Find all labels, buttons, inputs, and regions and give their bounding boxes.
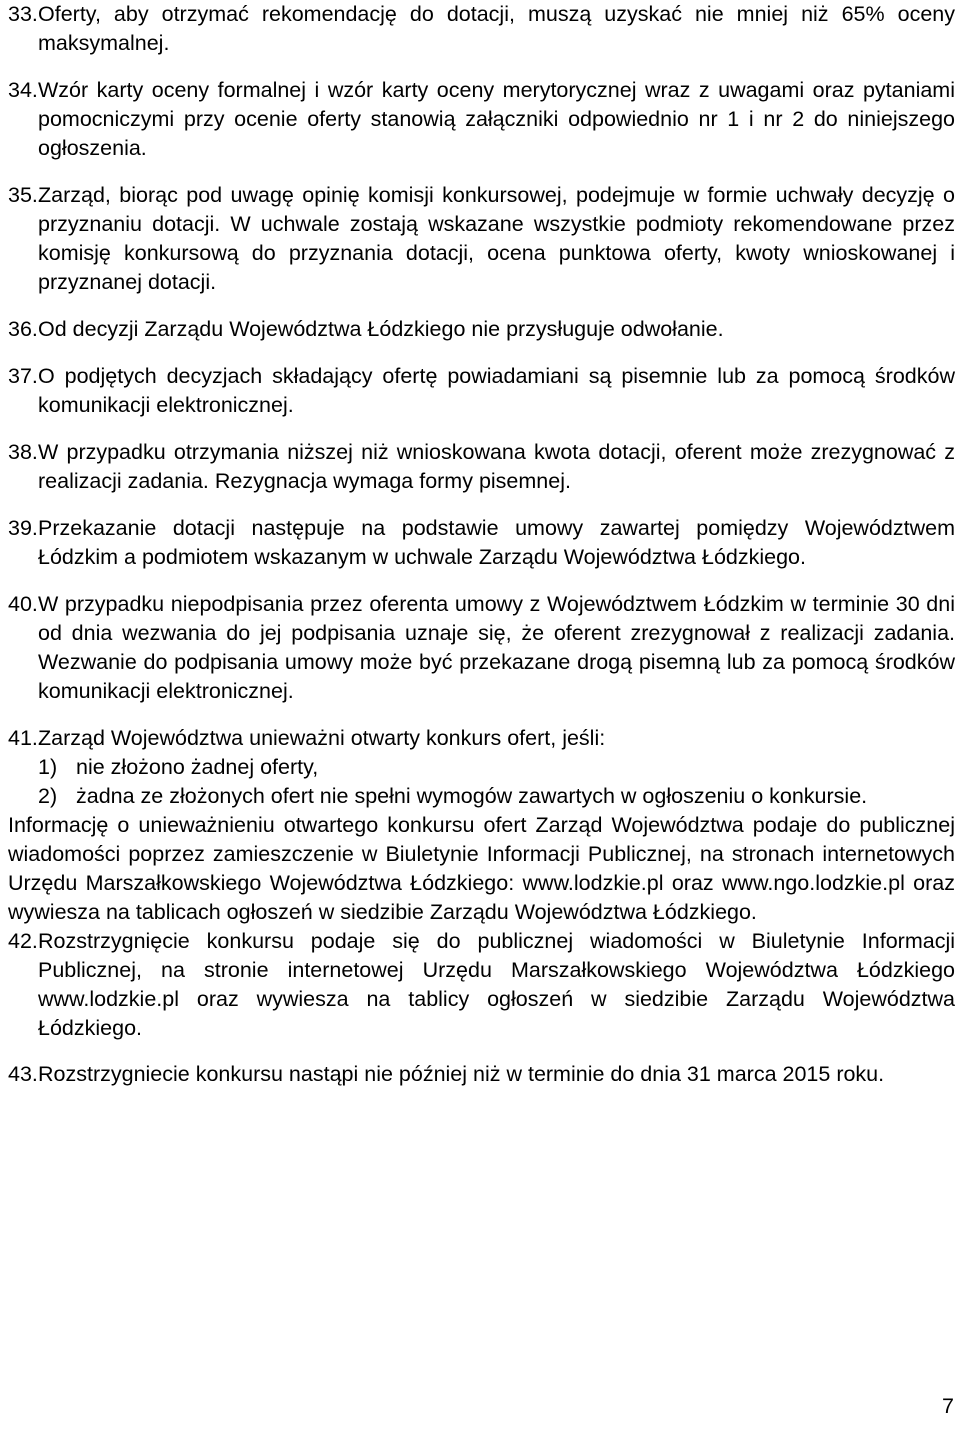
sub-list-item	[38, 753, 955, 782]
item-number: 35.	[8, 183, 38, 207]
list-item-34	[8, 76, 955, 163]
info-paragraph: Informację o unieważnieniu otwartego konkursu ofert Zarząd Województwa podaje do publicznej wiadomości poprzez zamieszczenie w Biuletynie Informacji Publicznej, na stronach internetowych Urzędu Marszałkowskiego Województwa Łódzkiego: www.lodzkie.pl oraz www.ngo.lodzkie.pl oraz wywiesza na tablicach ogłoszeń w siedzibie Zarządu Województwa Łódzkiego.	[8, 813, 955, 924]
item-text: W przypadku otrzymania niższej niż wnioskowana kwota dotacji, oferent może zrezygnować z realizacji zadania. Rezygnacja wymaga formy pisemnej.	[38, 440, 955, 493]
sub-item-number: 2)	[38, 784, 58, 808]
item-number: 42.	[8, 929, 38, 953]
item-text: Oferty, aby otrzymać rekomendację do dotacji, muszą uzyskać nie mniej niż 65% oceny maksymalnej.	[38, 2, 955, 55]
item-text: Zarząd, biorąc pod uwagę opinię komisji konkursowej, podejmuje w formie uchwały decyzję o przyznaniu dotacji. W uchwale zostają wskazane wszystkie podmioty rekomendowane przez komisję konkursową do przyznania dotacji, ocena punktowa oferty, kwoty wnioskowanej i przyznanej dotacji.	[38, 183, 955, 294]
list-item-33	[8, 0, 955, 58]
list-item-43	[8, 1060, 955, 1089]
list-item-40	[8, 590, 955, 706]
item-text: Zarząd Województwa unieważni otwarty konkurs ofert, jeśli:	[38, 726, 606, 750]
item-number: 34.	[8, 78, 38, 102]
list-item-36	[8, 315, 955, 344]
item-number: 39.	[8, 516, 38, 540]
list-item-41	[8, 724, 955, 753]
item-number: 33.	[8, 2, 38, 26]
sub-list-item	[38, 782, 955, 811]
item-text: O podjętych decyzjach składający ofertę powiadamiani są pisemnie lub za pomocą środków komunikacji elektronicznej.	[38, 364, 955, 417]
sub-item-number: 1)	[38, 755, 58, 779]
item-text: W przypadku niepodpisania przez oferenta umowy z Województwem Łódzkim w terminie 30 dni od dnia wezwania do jej podpisania uznaje się, że oferent zrezygnował z realizacji zadania. Wezwanie do podpisania umowy może być przekazane drogą pisemną lub za pomocą środków komunikacji elektronicznej.	[38, 592, 955, 703]
item-number: 40.	[8, 592, 38, 616]
item-number: 38.	[8, 440, 38, 464]
list-item-35	[8, 181, 955, 297]
list-item-42	[8, 927, 955, 1043]
item-number: 43.	[8, 1062, 38, 1086]
item-text: Od decyzji Zarządu Województwa Łódzkiego nie przysługuje odwołanie.	[38, 317, 724, 341]
item-text: Wzór karty oceny formalnej i wzór karty oceny merytorycznej wraz z uwagami oraz pytaniami pomocniczymi przy ocenie oferty stanowią załączniki odpowiednio nr 1 i nr 2 do niniejszego ogłoszenia.	[38, 78, 955, 160]
item-text: Rozstrzygniecie konkursu nastąpi nie później niż w terminie do dnia 31 marca 2015 roku.	[38, 1062, 885, 1086]
page-number: 7	[942, 1394, 954, 1418]
sub-item-text: żadna ze złożonych ofert nie spełni wymogów zawartych w ogłoszeniu o konkursie.	[76, 784, 868, 808]
list-item-39	[8, 514, 955, 572]
item-number: 37.	[8, 364, 38, 388]
document-content	[8, 0, 955, 1089]
item-number: 36.	[8, 317, 38, 341]
item-number: 41.	[8, 726, 38, 750]
item-text: Rozstrzygnięcie konkursu podaje się do publicznej wiadomości w Biuletynie Informacji Publicznej, na stronie internetowej Urzędu Marszałkowskiego Województwa Łódzkiego www.lodzkie.pl oraz wywiesza na tablicy ogłoszeń w siedzibie Zarządu Województwa Łódzkiego.	[38, 929, 955, 1040]
item-text: Przekazanie dotacji następuje na podstawie umowy zawartej pomiędzy Województwem Łódzkim a podmiotem wskazanym w uchwale Zarządu Województwa Łódzkiego.	[38, 516, 955, 569]
sub-item-text: nie złożono żadnej oferty,	[76, 755, 319, 779]
sub-list-41	[8, 753, 955, 811]
list-item-37	[8, 362, 955, 420]
list-item-38	[8, 438, 955, 496]
